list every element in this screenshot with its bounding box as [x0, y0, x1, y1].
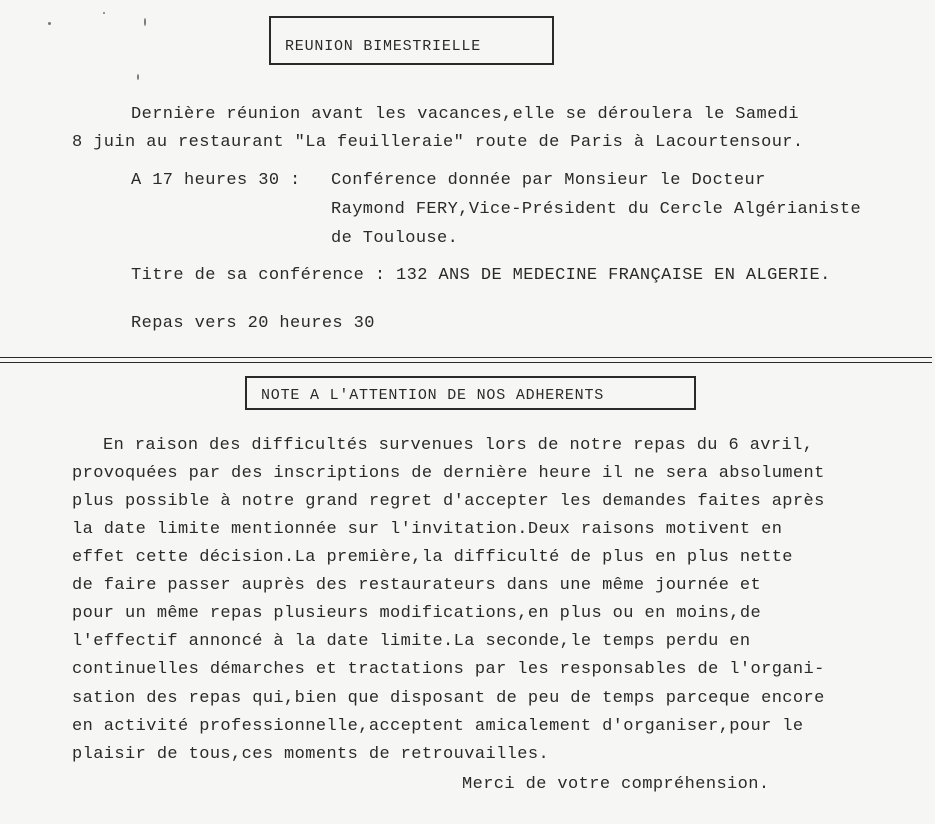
- conference-time: A 17 heures 30 :: [131, 171, 301, 190]
- conference-line-2: Raymond FERY,Vice-Président du Cercle Algérianiste: [331, 200, 862, 219]
- reunion-title-box: [269, 16, 554, 65]
- body-line-8: l'effectif annoncé à la date limite.La seconde,le temps perdu en: [72, 632, 751, 651]
- body-line-10: sation des repas qui,bien que disposant de peu de temps parceque encore: [72, 689, 825, 708]
- body-line-4: la date limite mentionnée sur l'invitation.Deux raisons motivent en: [72, 520, 783, 539]
- body-line-6: de faire passer auprès des restaurateurs dans une même journée et: [72, 576, 762, 595]
- body-line-1: En raison des difficultés survenues lors de notre repas du 6 avril,: [103, 436, 814, 455]
- separator-rule-bottom: [0, 362, 932, 363]
- body-line-3: plus possible à notre grand regret d'accepter les demandes faites après: [72, 492, 825, 511]
- intro-line-2: 8 juin au restaurant "La feuilleraie" route de Paris à Lacourtensour.: [72, 133, 804, 152]
- reunion-title: REUNION BIMESTRIELLE: [285, 38, 482, 55]
- body-line-2: provoquées par des inscriptions de dernière heure il ne sera absolument: [72, 464, 825, 483]
- intro-line-1: Dernière réunion avant les vacances,elle se déroulera le Samedi: [131, 105, 799, 124]
- body-line-11: en activité professionnelle,acceptent amicalement d'organiser,pour le: [72, 717, 804, 736]
- note-title: NOTE A L'ATTENTION DE NOS ADHERENTS: [261, 387, 605, 404]
- conference-line-3: de Toulouse.: [331, 229, 459, 248]
- paper-speck: [137, 74, 139, 80]
- separator-rule-top: [0, 357, 932, 358]
- body-line-9: continuelles démarches et tractations par les responsables de l'organi-: [72, 660, 825, 679]
- paper-speck: [48, 22, 51, 25]
- body-line-12: plaisir de tous,ces moments de retrouvailles.: [72, 745, 550, 764]
- body-line-5: effet cette décision.La première,la difficulté de plus en plus nette: [72, 548, 793, 567]
- body-line-7: pour un même repas plusieurs modifications,en plus ou en moins,de: [72, 604, 762, 623]
- paper-speck: [144, 18, 146, 26]
- note-title-box: [245, 376, 696, 410]
- conference-title-line: Titre de sa conférence : 132 ANS DE MEDECINE FRANÇAISE EN ALGERIE.: [131, 266, 831, 285]
- closing-line: Merci de votre compréhension.: [462, 775, 770, 794]
- paper-speck: [103, 12, 105, 14]
- meal-line: Repas vers 20 heures 30: [131, 314, 375, 333]
- conference-line-1: Conférence donnée par Monsieur le Docteur: [331, 171, 766, 190]
